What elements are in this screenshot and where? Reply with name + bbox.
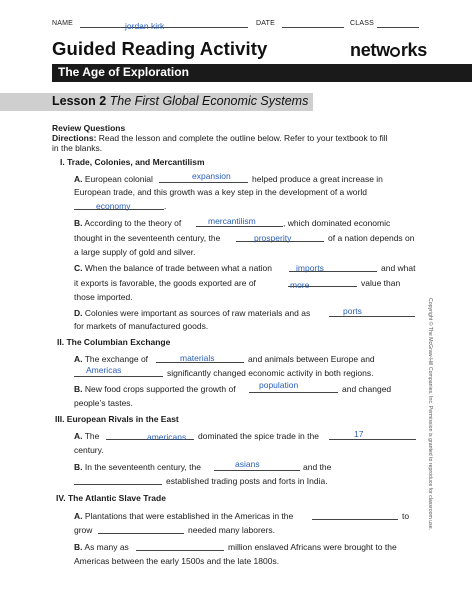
q-ID-blank-1[interactable] [329, 316, 415, 317]
subtitle: The Age of Exploration [58, 65, 189, 79]
lesson-number: Lesson 2 [52, 94, 107, 108]
q-IA-text-4: . [164, 201, 167, 211]
q-IA-text-3: European trade, and this growth was a key step in the development of a world [74, 187, 367, 197]
q-IIA-text-2: and animals between Europe and [248, 354, 375, 364]
q-IVA-text-1: Plantations that were established in the Americas in the [84, 511, 294, 521]
brand-logo [350, 40, 427, 61]
q-IC-text-2: and what [381, 263, 416, 273]
question-IC-line-1 [74, 263, 272, 273]
date-field-line[interactable] [282, 27, 344, 28]
q-ID-answer-1[interactable]: ports [343, 306, 362, 316]
q-IIIA-text-2: dominated the spice trade in the [198, 431, 319, 441]
q-IC-letter: C. [74, 263, 83, 273]
class-label: CLASS [350, 20, 374, 27]
q-IIB-answer-1[interactable]: population [259, 380, 299, 390]
q-IIA-blank-2[interactable] [74, 376, 163, 377]
q-IB-text-4: of a nation depends on [328, 233, 415, 243]
q-IB-text-1: According to the theory of [84, 218, 182, 228]
q-IIIB-blank-1[interactable] [214, 470, 300, 471]
q-IVB-letter: B. [74, 542, 83, 552]
q-IB-text-2: , which dominated economic [283, 218, 391, 228]
q-IIB-text-3: people’s tastes. [74, 398, 133, 408]
q-IC-text-3: it exports is favorable, the goods exported are of [74, 278, 256, 288]
q-IIIB-answer-1[interactable]: asians [235, 459, 260, 469]
brand-logo-post: rks [400, 40, 427, 60]
q-IB-text-5: a large supply of gold and silver. [74, 247, 196, 257]
directions-label: Directions: [52, 133, 97, 143]
question-IVB-line-1 [74, 542, 129, 552]
q-IVA-letter: A. [74, 511, 83, 521]
q-IVA-blank-1[interactable] [312, 519, 398, 520]
directions-line-2: in the blanks. [52, 143, 103, 153]
q-IIB-text-1: New food crops supported the growth of [84, 384, 236, 394]
q-IVA-blank-2[interactable] [98, 533, 184, 534]
question-IVA-line-1 [74, 511, 293, 521]
section-heading-2: II. The Columbian Exchange [57, 337, 171, 347]
q-IC-text-5: those imported. [74, 292, 133, 302]
q-IVB-text-3: Americas between the early 1500s and the late 1800s. [74, 556, 280, 566]
question-IA-line-1 [74, 174, 153, 184]
q-IIB-letter: B. [74, 384, 83, 394]
q-IC-text-4: value than [361, 278, 401, 288]
q-IIIA-answer-1[interactable]: americans [147, 432, 187, 442]
q-ID-text-1: Colonies were important as sources of raw materials and as [84, 308, 311, 318]
q-IA-answer-2[interactable]: economy [96, 201, 131, 211]
section-heading-3: III. European Rivals in the East [55, 414, 179, 424]
q-IIA-text-3: significantly changed economic activity in both regions. [167, 368, 374, 378]
q-IIIB-text-1: In the seventeenth century, the [84, 462, 201, 472]
directions-line-1 [52, 133, 387, 143]
q-IIIA-answer-2[interactable]: 17 [354, 429, 364, 439]
q-IB-blank-1[interactable] [196, 226, 283, 227]
section-heading-1: I. Trade, Colonies, and Mercantilism [60, 157, 205, 167]
page-title: Guided Reading Activity [52, 38, 268, 59]
q-IVA-text-3: grow [74, 525, 93, 535]
q-IA-text-1: European colonial [84, 174, 153, 184]
name-label: NAME [52, 20, 74, 27]
copyright-notice: Copyright © The McGraw-Hill Companies, Inc. Permission is granted to reproduce for classroom use. [427, 298, 433, 531]
q-IB-answer-2[interactable]: prosperity [254, 233, 292, 243]
q-IIIB-text-3: established trading posts and forts in India. [166, 476, 328, 486]
q-IVA-text-2: to [402, 511, 410, 521]
q-IIIB-text-2: and the [303, 462, 332, 472]
q-IVB-blank-1[interactable] [136, 550, 224, 551]
q-IC-answer-1[interactable]: imports [296, 263, 324, 273]
question-ID-line-1 [74, 308, 310, 318]
q-IC-answer-2[interactable]: more [290, 280, 310, 290]
lesson-heading [52, 94, 308, 108]
lesson-name: The First Global Economic Systems [109, 94, 309, 108]
question-IIA-line-1 [74, 354, 148, 364]
q-IB-answer-1[interactable]: mercantilism [208, 216, 256, 226]
question-IIIA-line-1 [74, 431, 99, 441]
question-IIB-line-1 [74, 384, 236, 394]
q-IIB-blank-1[interactable] [249, 392, 338, 393]
q-IVB-text-2: million enslaved Africans were brought to the [228, 542, 397, 552]
review-heading: Review Questions [52, 123, 126, 133]
q-IA-answer-1[interactable]: expansion [192, 171, 231, 181]
q-ID-text-2: for markets of manufactured goods. [74, 321, 209, 331]
q-IB-letter: B. [74, 218, 83, 228]
q-IA-text-2: helped produce a great increase in [252, 174, 383, 184]
q-IIB-text-2: and changed [342, 384, 392, 394]
name-field[interactable]: jordan kirk [125, 21, 165, 31]
q-IIIA-letter: A. [74, 431, 83, 441]
q-IIA-text-1: The exchange of [84, 354, 149, 364]
q-IC-text-1: When the balance of trade between what a nation [84, 263, 273, 273]
brand-logo-o-icon [390, 47, 400, 57]
q-IIA-answer-1[interactable]: materials [180, 353, 215, 363]
q-IA-letter: A. [74, 174, 83, 184]
q-IB-text-3: thought in the seventeenth century, the [74, 233, 221, 243]
date-label: DATE [256, 20, 275, 27]
q-IIA-letter: A. [74, 354, 83, 364]
q-IIIB-blank-2[interactable] [74, 484, 162, 485]
q-IIA-answer-2[interactable]: Americas [86, 365, 122, 375]
q-IA-blank-1[interactable] [159, 182, 248, 183]
directions-text-1: Read the lesson and complete the outline below. Refer to your textbook to fill [98, 133, 388, 143]
q-ID-letter: D. [74, 308, 83, 318]
q-IVB-text-1: As many as [84, 542, 129, 552]
q-IIIA-blank-2[interactable] [329, 439, 416, 440]
q-IVA-text-4: needed many laborers. [188, 525, 275, 535]
q-IIIA-text-1: The [84, 431, 100, 441]
question-IIIB-line-1 [74, 462, 201, 472]
class-field-line[interactable] [377, 27, 419, 28]
q-IIIB-letter: B. [74, 462, 83, 472]
question-IB-line-1 [74, 218, 181, 228]
brand-logo-pre: netw [350, 40, 390, 60]
q-IIIA-text-3: century. [74, 445, 104, 455]
section-heading-4: IV. The Atlantic Slave Trade [56, 493, 166, 503]
